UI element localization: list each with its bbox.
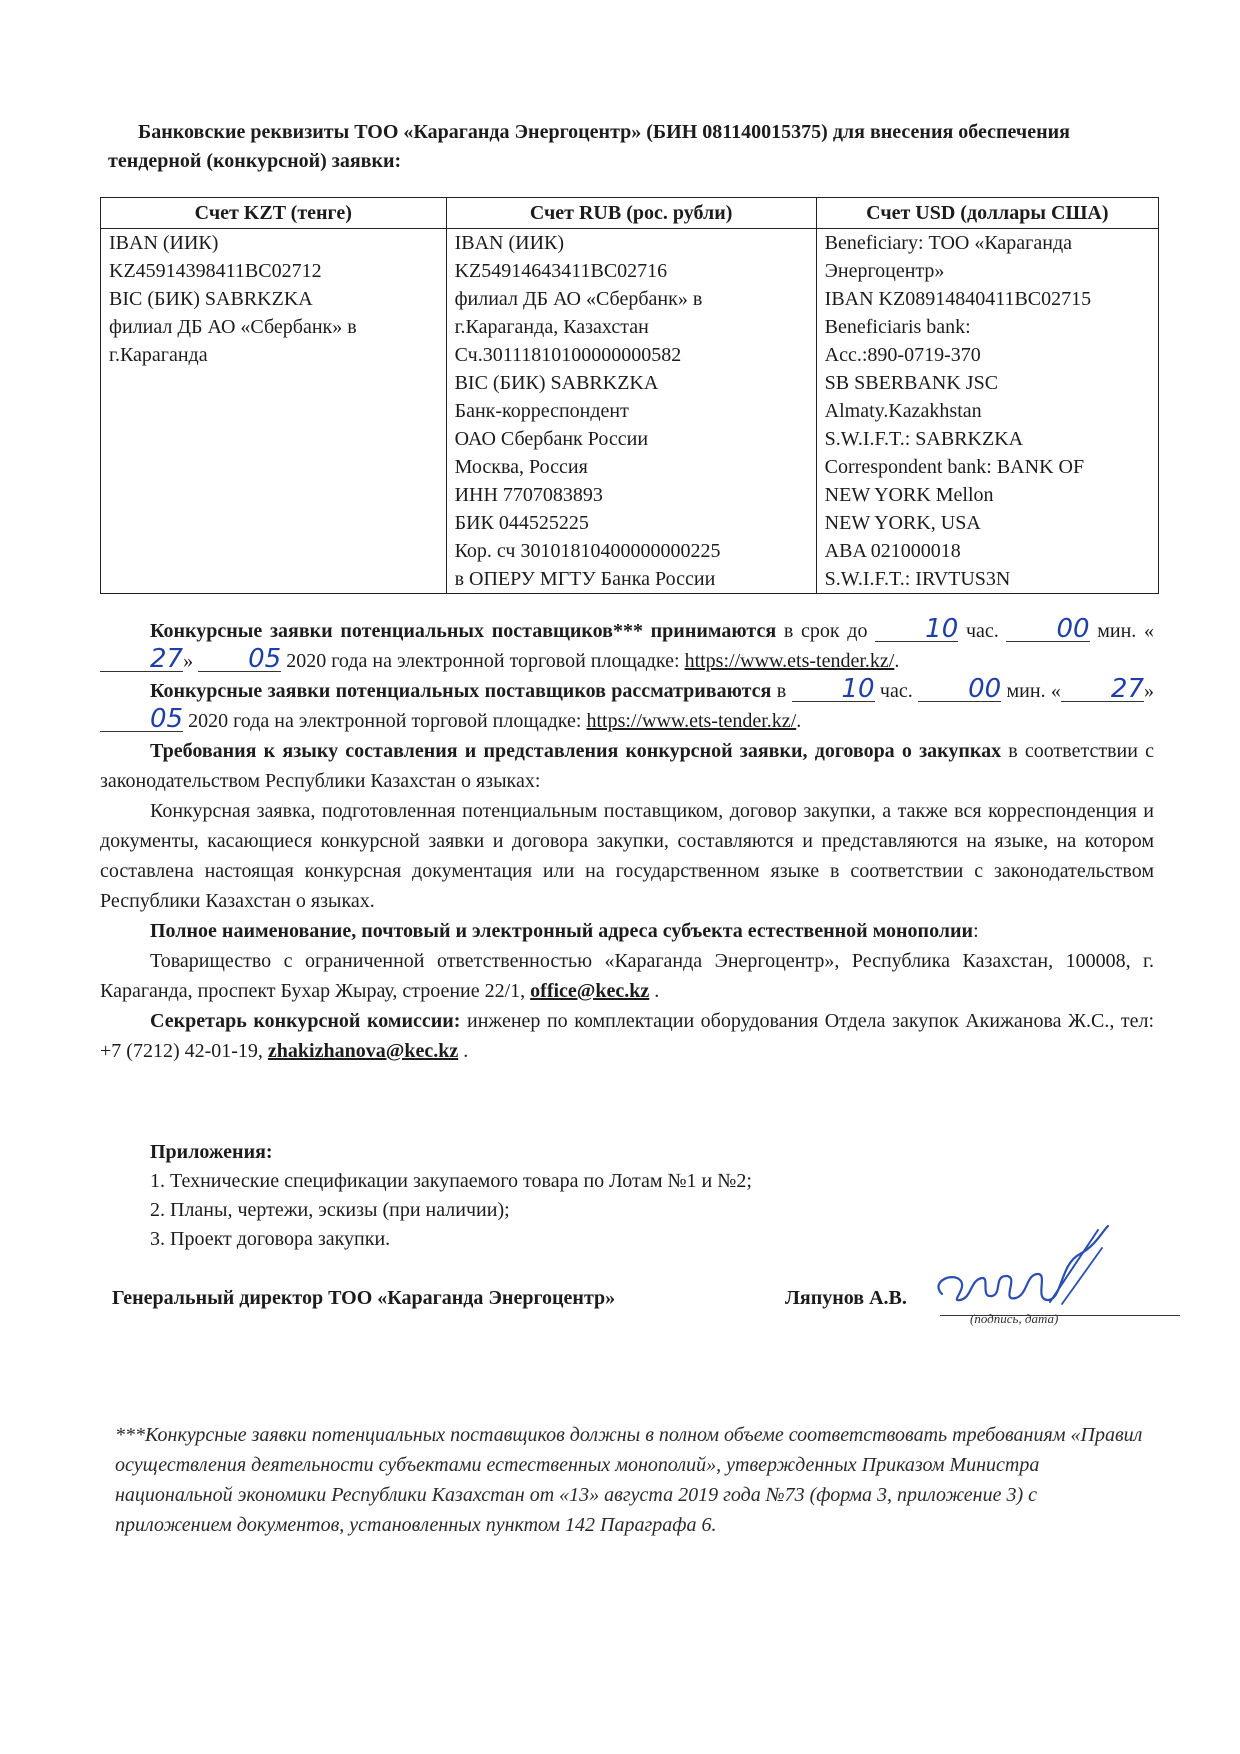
text-run: 2020 года на электронной торговой площадке: xyxy=(183,710,587,732)
usd-line: NEW YORK Mellon xyxy=(824,484,994,506)
bank-details-table xyxy=(100,197,1159,594)
usd-line: Beneficiary: ТОО «Караганда xyxy=(824,232,1072,254)
handwritten-hour: 10 xyxy=(792,677,875,702)
usd-line: S.W.I.F.T.: SABRKZKA xyxy=(824,428,1024,450)
rub-line: филиал ДБ АО «Сбербанк» в xyxy=(454,288,703,310)
secretary-paragraph xyxy=(100,1006,1154,1066)
rub-line: Москва, Россия xyxy=(454,456,588,478)
text-run: инженер по комплектации оборудования Отдела закупок Акижанова Ж.С., тел: +7 (7212) 42-01-19, xyxy=(100,1010,1155,1062)
bank-details-intro: Банковские реквизиты ТОО «Караганда Энергоцентр» (БИН 081140015375) для внесения обеспечения тендерной (конкурсной) заявки: xyxy=(108,121,1070,172)
kzt-line: филиал ДБ АО «Сбербанк» в xyxy=(109,316,357,338)
text-run: час. xyxy=(874,680,919,702)
header-usd: Счет USD (доллары США) xyxy=(816,198,1158,229)
signature-caption: (подпись, дата) xyxy=(970,1311,1059,1326)
usd-line: Beneficiaris bank: xyxy=(824,316,971,338)
rub-line: БИК 044525225 xyxy=(454,512,589,534)
document-body xyxy=(100,616,1154,1066)
usd-line: Acc.:890-0719-370 xyxy=(824,344,981,366)
text-run: . xyxy=(894,650,900,672)
text-run: 2020 года на электронной торговой площадке: xyxy=(281,650,685,672)
cell-kzt xyxy=(101,229,447,594)
kzt-line: г.Караганда xyxy=(109,344,208,366)
table-row xyxy=(101,229,1159,594)
attachment-item: 2. Планы, чертежи, эскизы (при наличии); xyxy=(150,1199,510,1221)
handwritten-month: 05 xyxy=(198,647,281,672)
usd-line: S.W.I.F.T.: IRVTUS3N xyxy=(824,568,1011,590)
usd-line: SB SBERBANK JSC xyxy=(824,372,999,394)
ets-tender-link[interactable]: https://www.ets-tender.kz/ xyxy=(684,650,895,672)
handwritten-signature xyxy=(930,1224,1130,1324)
handwritten-minute: 00 xyxy=(1006,617,1089,642)
address-heading xyxy=(100,916,1154,946)
rub-line: IBAN (ИИК) xyxy=(454,232,565,254)
usd-line: Correspondent bank: BANK OF xyxy=(824,456,1085,478)
secretary-email-link[interactable]: zhakizhanova@kec.kz xyxy=(267,1040,459,1062)
text-run: час. xyxy=(958,620,1007,642)
text-run: в соответствии с законодательством Республики Казахстан о языках: xyxy=(100,740,1154,792)
usd-line: IBAN KZ08914840411BC02715 xyxy=(824,288,1092,310)
text-run: в xyxy=(771,680,792,702)
rub-line: г.Караганда, Казахстан xyxy=(454,316,649,338)
footnote: ***Конкурсные заявки потенциальных поставщиков должны в полном объеме соответствовать требованиям «Правил осуществления деятельности субъектами естественных монополий», утвержденных Приказом Министра национальной экономики Республики Казахстан от «13» августа 2019 года №73 (форма 3, приложение 3) с приложением документов, установленных пунктом 142 Параграфа 6. xyxy=(115,1424,1143,1536)
text-run: Товарищество с ограниченной ответственностью «Караганда Энергоцентр», Республика Казахстан, 100008, г. Караганда, проспект Бухар Жырау, строение 22/1, xyxy=(100,950,1154,1002)
kzt-line: KZ45914398411BC02712 xyxy=(109,260,322,282)
kzt-line: IBAN (ИИК) xyxy=(109,232,219,254)
usd-line: Энергоцентр» xyxy=(824,260,945,282)
language-requirements-heading xyxy=(100,736,1154,796)
text-run: . xyxy=(458,1040,469,1062)
rub-line: Сч.30111810100000000582 xyxy=(454,344,682,366)
rub-line: BIC (БИК) SABRKZKA xyxy=(454,372,659,394)
acceptance-paragraph xyxy=(100,616,1154,676)
rub-line: Кор. сч 30101810400000000225 xyxy=(454,540,721,562)
cell-usd xyxy=(816,229,1158,594)
ets-tender-link[interactable]: https://www.ets-tender.kz/ xyxy=(586,710,797,732)
text-run: » xyxy=(1144,680,1154,702)
secretary-bold: Секретарь конкурсной комиссии: xyxy=(150,1010,461,1032)
rub-line: ИНН 7707083893 xyxy=(454,484,603,506)
review-paragraph xyxy=(100,676,1154,736)
cell-rub xyxy=(446,229,816,594)
handwritten-day: 27 xyxy=(100,647,183,672)
attachment-item: 1. Технические спецификации закупаемого товара по Лотам №1 и №2; xyxy=(150,1170,752,1192)
header-kzt: Счет KZT (тенге) xyxy=(101,198,447,229)
signatory-name: Ляпунов А.В. xyxy=(785,1287,907,1309)
text-run: мин. « xyxy=(1089,620,1154,642)
text-run: » xyxy=(183,650,199,672)
usd-line: ABA 021000018 xyxy=(824,540,961,562)
usd-line: Almaty.Kazakhstan xyxy=(824,400,982,422)
handwritten-day: 27 xyxy=(1061,677,1144,702)
header-rub: Счет RUB (рос. рубли) xyxy=(446,198,816,229)
text-run: . xyxy=(649,980,660,1002)
usd-line: NEW YORK, USA xyxy=(824,512,981,534)
rub-line: в ОПЕРУ МГТУ Банка России xyxy=(454,568,716,590)
handwritten-hour: 10 xyxy=(875,617,958,642)
address-bold: Полное наименование, почтовый и электронный адреса субъекта естественной монополии xyxy=(150,920,974,942)
text-run: . xyxy=(796,710,802,732)
kzt-line: BIC (БИК) SABRKZKA xyxy=(109,288,313,310)
attachments-heading: Приложения: xyxy=(150,1141,273,1163)
review-bold: Конкурсные заявки потенциальных поставщиков рассматриваются xyxy=(150,680,772,702)
attachments-section xyxy=(150,1138,1050,1254)
language-bold: Требования к языку составления и представления конкурсной заявки, договора о закупках xyxy=(150,740,1002,762)
address-text xyxy=(100,946,1154,1006)
rub-line: Банк-корреспондент xyxy=(454,400,629,422)
text-run: : xyxy=(973,920,979,942)
language-requirements-text: Конкурсная заявка, подготовленная потенциальным поставщиком, договор закупки, а также вся корреспонденция и документы, касающиеся конкурсной заявки и договора закупки, составляются и представляются на языке, на котором составлена настоящая конкурсная документация или на государственном языке в соответствии с законодательством Республики Казахстан о языках. xyxy=(100,800,1154,912)
acceptance-bold: Конкурсные заявки потенциальных поставщиков*** принимаются xyxy=(150,620,777,642)
table-header-row xyxy=(101,198,1159,229)
text-run: в срок до xyxy=(776,620,876,642)
handwritten-month: 05 xyxy=(100,707,183,732)
handwritten-minute: 00 xyxy=(918,677,1001,702)
signatory-title: Генеральный директор ТОО «Караганда Энергоцентр» xyxy=(112,1287,616,1309)
rub-line: ОАО Сбербанк России xyxy=(454,428,649,450)
office-email-link[interactable]: office@kec.kz xyxy=(530,980,650,1002)
rub-line: KZ54914643411BC02716 xyxy=(454,260,668,282)
text-run: мин. « xyxy=(1001,680,1061,702)
attachment-item: 3. Проект договора закупки. xyxy=(150,1228,391,1250)
